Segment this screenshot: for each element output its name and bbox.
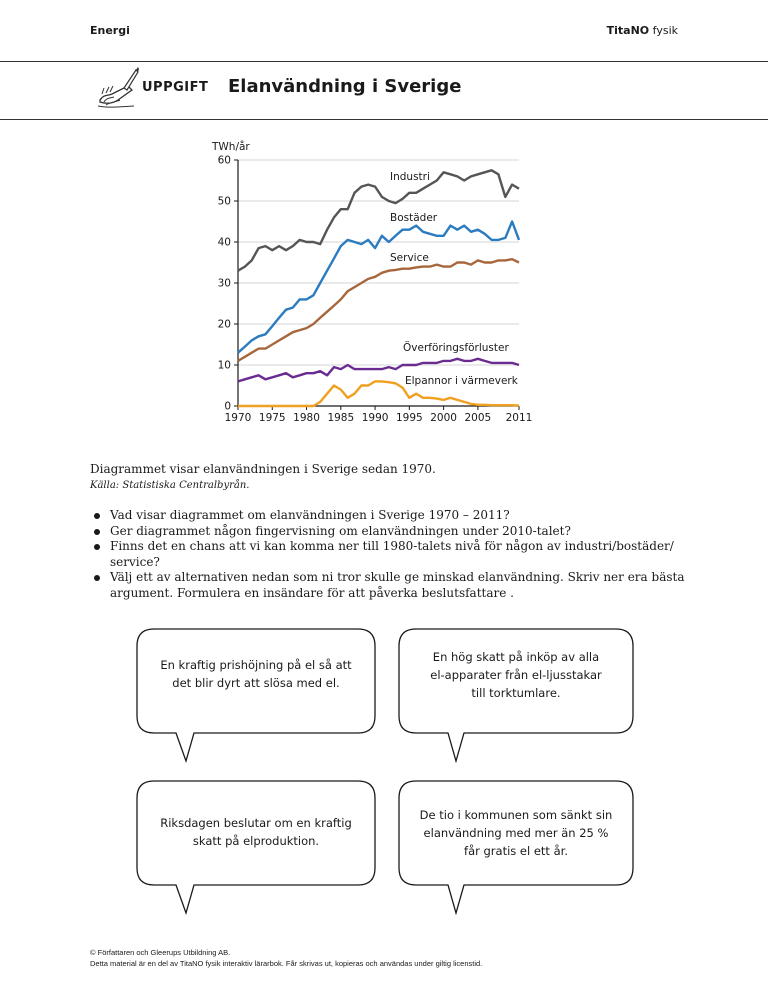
y-tick-label: 0	[224, 400, 231, 413]
series-label: Industri	[390, 171, 430, 183]
series-label: Elpannor i värmeverk	[405, 375, 518, 387]
x-tick-label: 2011	[505, 412, 533, 424]
task-label: UPPGIFT	[142, 80, 209, 95]
section-label: Energi	[90, 24, 130, 37]
bubble-line: el-apparater från el-ljusstakar	[430, 668, 602, 682]
y-tick-label: 50	[217, 195, 231, 208]
series-label: Överföringsförluster	[403, 342, 509, 354]
x-tick-label: 1985	[327, 412, 355, 424]
bubble-line: skatt på elproduktion.	[192, 834, 320, 848]
bubble-text-2	[398, 648, 634, 702]
question-item: Vad visar diagrammet om elanvändningen i Sverige 1970 – 2011?	[90, 508, 690, 524]
question-item: Välj ett av alternativen nedan som ni tror skulle ge minskad elanvändning. Skriv ner era bästa argument. Formulera en insändare för att påverka beslutsfattare .	[90, 570, 690, 601]
bubble-text-4	[398, 806, 634, 860]
x-tick-label: 1995	[395, 412, 423, 424]
bubble-line: En kraftig prishöjning på el så att	[160, 658, 352, 672]
bubble-line: Riksdagen beslutar om en kraftig	[160, 816, 352, 830]
bubble-text-1	[136, 656, 376, 692]
bubble-line: det blir dyrt att slösa med el.	[172, 676, 340, 690]
bubble-line: får gratis el ett år.	[464, 844, 568, 858]
bubble-line: En hög skatt på inköp av alla	[432, 650, 600, 664]
series-line	[238, 222, 519, 353]
x-tick-label: 1975	[258, 412, 286, 424]
series-line	[238, 170, 519, 270]
x-tick-label: 2005	[464, 412, 492, 424]
question-item: Ger diagrammet någon fingervisning om elanvändningen under 2010-talet?	[90, 524, 690, 540]
footer-copyright: © Författaren och Gleerups Utbildning AB.	[90, 948, 231, 957]
series-label: Bostäder	[390, 212, 438, 224]
footer-license: Detta material är en del av TitaNO fysik interaktiv lärarbok. Får skrivas ut, kopieras och användas under giltig licenstid.	[90, 959, 483, 968]
y-tick-label: 10	[217, 359, 231, 372]
bubble-line: till torktumlare.	[471, 686, 561, 700]
chart-caption: Diagrammet visar elanvändningen i Sverige sedan 1970.	[90, 462, 436, 476]
top-rule	[0, 61, 768, 62]
y-axis-label: TWh/år	[212, 141, 250, 153]
x-tick-label: 1980	[293, 412, 320, 424]
bubble-line: elanvändning med mer än 25 %	[423, 826, 609, 840]
brand-label	[607, 24, 678, 37]
brand-bold: TitaNO	[606, 24, 650, 37]
x-tick-label: 1990	[361, 412, 389, 424]
series-label: Service	[390, 252, 429, 264]
writing-hand-icon	[94, 64, 140, 110]
y-tick-label: 60	[217, 154, 231, 167]
y-tick-label: 30	[217, 277, 231, 290]
x-tick-label: 2000	[430, 412, 457, 424]
x-tick-label: 1970	[224, 412, 252, 424]
bubble-line: De tio i kommunen som sänkt sin	[419, 808, 613, 822]
electricity-usage-chart	[200, 140, 540, 430]
brand-rest: fysik	[649, 24, 678, 37]
chart-source: Källa: Statistiska Centralbyrån.	[90, 480, 250, 491]
question-item: Finns det en chans att vi kan komma ner till 1980-talets nivå för någon av industri/bostäder/ service?	[90, 539, 690, 570]
task-title: Elanvändning i Sverige	[228, 76, 462, 97]
y-tick-label: 20	[217, 318, 231, 331]
question-list	[90, 508, 690, 601]
bubble-text-3	[136, 814, 376, 850]
speech-bubble-1	[136, 628, 376, 764]
title-rule	[0, 119, 768, 120]
y-tick-label: 40	[217, 236, 231, 249]
